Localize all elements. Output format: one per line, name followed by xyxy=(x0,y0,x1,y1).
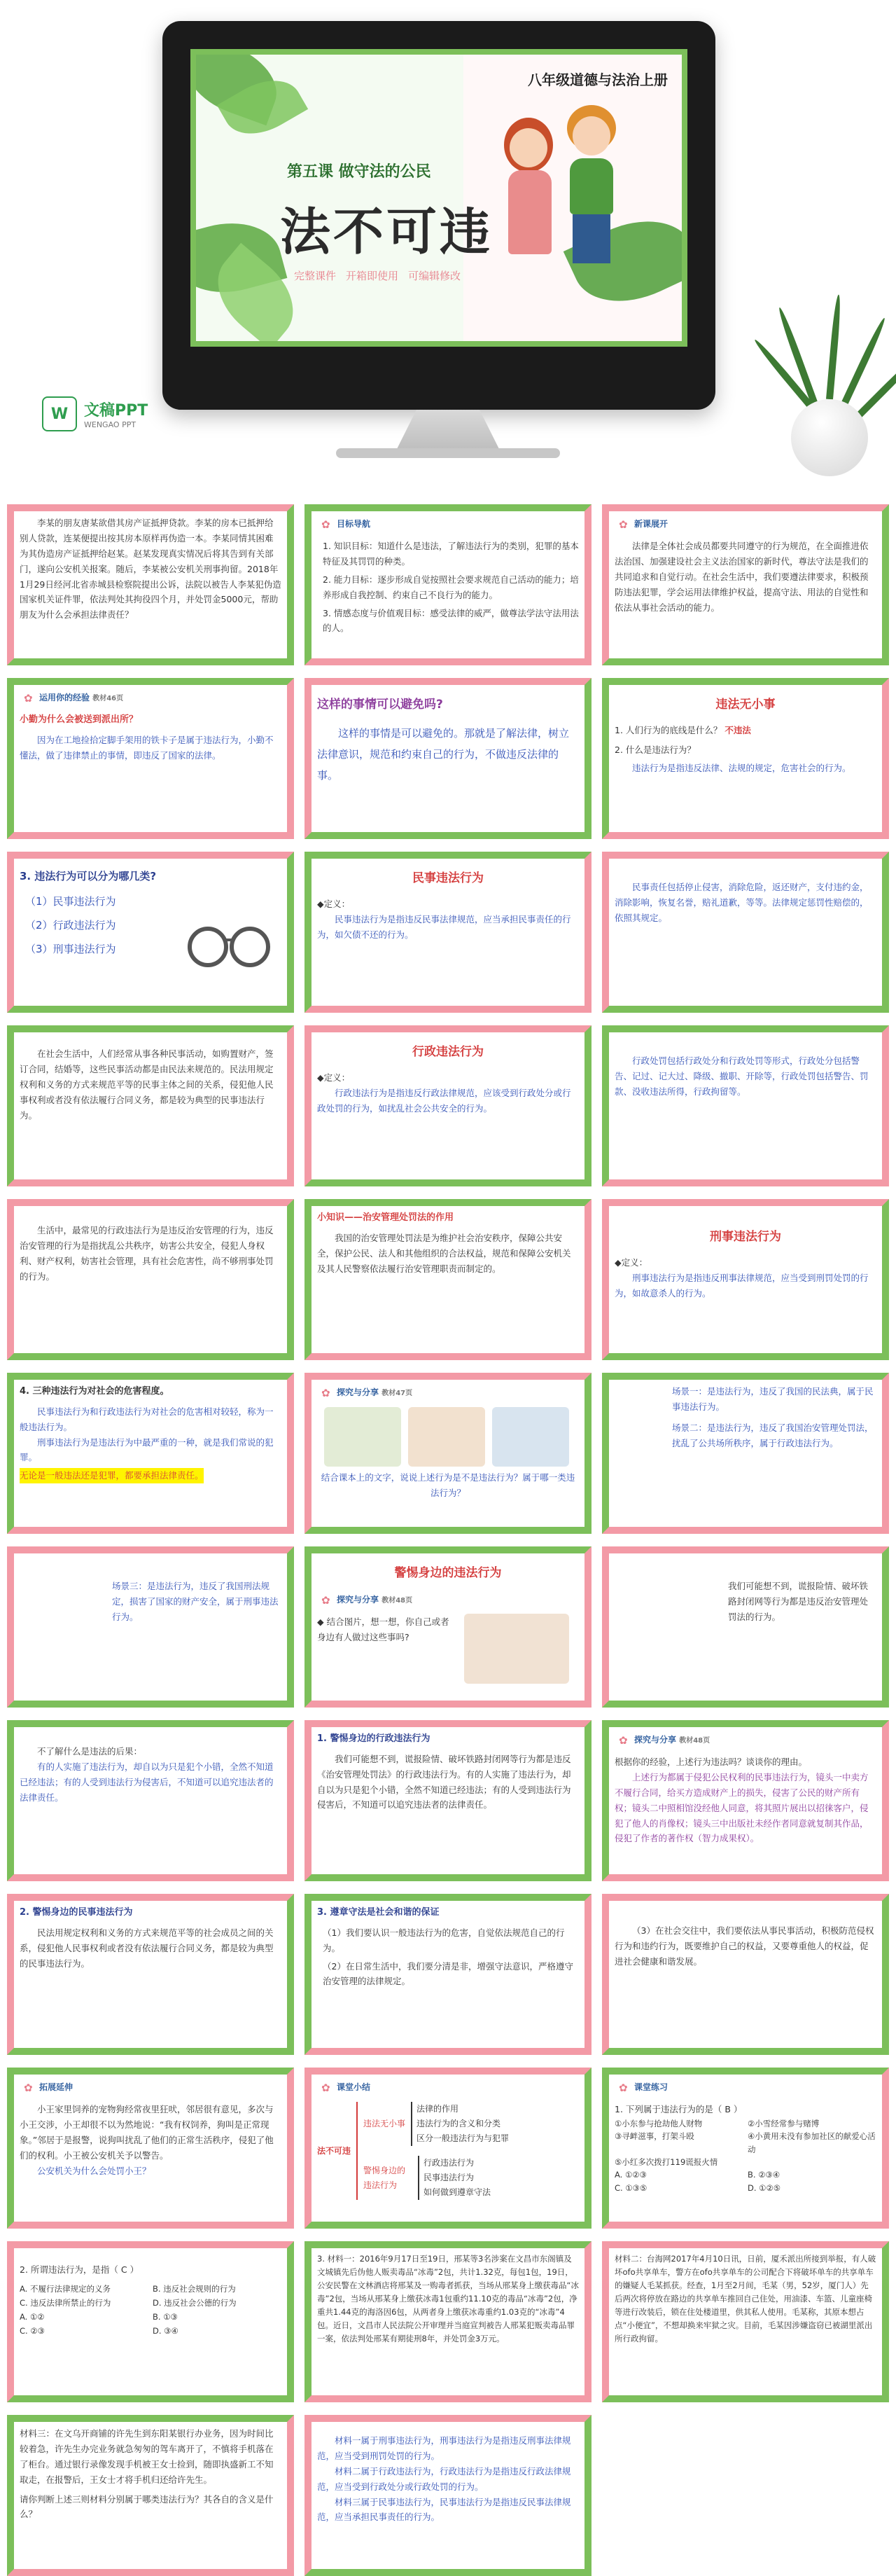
slide-20 xyxy=(304,1546,592,1708)
option-item: ①小东参与抢劫他人财物 xyxy=(615,2118,703,2128)
mindmap-leaf: 法律的作用 xyxy=(416,2104,459,2114)
option-item: B. 违反社会规则的行为 xyxy=(153,2283,236,2294)
choice-item: A. ①②③ xyxy=(615,2170,647,2180)
slide-heading: 2. 警惕身边的民事违法行为 xyxy=(20,1907,133,1918)
slide-1 xyxy=(7,504,294,665)
slide-34 xyxy=(7,2415,294,2576)
slide-27 xyxy=(602,1894,889,2055)
slide-text: 民法用规定权利和义务的方式来规范平等的社会成员之间的关系，侵犯他人民事权利或者没有依法履行合同义务，都是较为典型的民事违法行为。 xyxy=(20,1927,274,1969)
slide-question: 1. 人们行为的底线是什么？ xyxy=(615,724,722,735)
slide-29 xyxy=(304,2068,592,2229)
slide-text: 材料二属于行政违法行为，行政违法行为是指违反行政法律规范，应当受到行政处分或行政处罚的行为。 xyxy=(317,2465,571,2492)
slide-text: 小王家里饲养的宠物狗经常夜里狂吠，邻居很有意见，多次与小王交涉，小王却很不以为然地说：“我有权饲养，狗叫是正常现象。”邻居于是报警，说狗叫扰乱了他们的正常生活秩序，侵犯了他们的权利。小王被公安机关予以警告。 xyxy=(20,2104,274,2161)
slide-question: 4. 三种违法行为对社会的危害程度。 xyxy=(20,1386,169,1397)
slide-4 xyxy=(7,678,294,839)
slide-text: 行政违法行为是指违反行政法律规范，应该受到行政处分或行政处罚的行为，如扰乱社会公共安全的行为。 xyxy=(317,1087,571,1114)
choice-item: B. ②③④ xyxy=(748,2170,780,2180)
handcuffs-icon xyxy=(183,912,274,975)
slide-heading: 3. 遵章守法是社会和谐的保证 xyxy=(317,1907,440,1918)
slide-17 xyxy=(304,1373,592,1534)
option-item: C. 违反法律所禁止的行为 xyxy=(20,2298,111,2308)
scene-image xyxy=(464,1614,569,1684)
hero-section xyxy=(0,0,896,490)
mindmap-leaf: 区分一般违法行为与犯罪 xyxy=(416,2133,510,2143)
slide-label: ◆定义： xyxy=(317,1072,351,1083)
slide-26 xyxy=(304,1894,592,2055)
slide-text: 材料三属于民事违法行为，民事违法行为是指违反民事法律规范，应当承担民事责任的行为。 xyxy=(317,2496,571,2523)
slide-12 xyxy=(602,1025,889,1186)
summary-mindmap xyxy=(317,2102,579,2200)
cover-tags xyxy=(294,268,461,283)
mindmap-branch: 警惕身边的违法行为 xyxy=(363,2165,406,2190)
slide-text: 民事违法行为是指违反民事法律规范，应当承担民事责任的行为，如欠债不还的行为。 xyxy=(317,913,571,940)
choice-item: A. ①② xyxy=(20,2312,45,2322)
slide-19 xyxy=(7,1546,294,1708)
cover-tag: 开箱即使用 xyxy=(346,270,399,282)
slide-text: 不了解什么是违法的后果： xyxy=(37,1746,143,1757)
slide-24 xyxy=(602,1720,889,1881)
slide-text: 民事违法行为和行政违法行为对社会的危害相对较轻，称为一般违法行为。 xyxy=(20,1406,274,1432)
slide-label: ◆定义： xyxy=(615,1256,648,1268)
cover-slide xyxy=(190,49,687,347)
slide-32 xyxy=(304,2241,592,2402)
list-item: （3）刑事违法行为 xyxy=(25,943,116,956)
slide-33 xyxy=(602,2241,889,2402)
choice-item: D. ③④ xyxy=(153,2326,178,2336)
slide-text: 生活中，最常见的行政违法行为是违反治安管理的行为，违反治安管理的行为是指扰乱公共秩序，妨害公共安全，侵犯人身权利、财产权利，妨害社会管理，具有社会危害性，尚不够刑事处罚的行为。 xyxy=(20,1225,274,1282)
scene-image xyxy=(408,1407,485,1467)
slide-text: 上述行为都属于侵犯公民权利的民事违法行为，镜头一中卖方不履行合同，给买方造成财产上的损失，侵害了公民的财产所有权；镜头二中照相馆没经他人同意，将其照片展出以招徕客户，侵犯了他人的肖像权；镜头三中出版社未经作者同意就复制其作品，侵犯了作者的著作权（智力成果权）。 xyxy=(615,1771,869,1844)
slide-badge: ✿ 课堂练习 xyxy=(615,2079,675,2096)
slide-text: 有的人实施了违法行为，却自以为只是犯个小错，全然不知道已经违法；有的人受到违法行为侵害后，不知道可以追究违法者的法律责任。 xyxy=(20,1761,274,1803)
slide-badge: ✿ 课堂小结 xyxy=(317,2079,377,2096)
scene-image xyxy=(324,1407,401,1467)
brand-icon: W xyxy=(42,396,77,431)
list-item: （1）民事违法行为 xyxy=(25,895,116,908)
choice-item: C. ①③⑤ xyxy=(615,2182,648,2193)
mindmap-branch: 违法无小事 xyxy=(363,2119,406,2128)
slide-heading: 行政违法行为 xyxy=(412,1045,484,1059)
choice-item: C. ②③ xyxy=(20,2326,45,2336)
slide-badge: ✿ 探究与分享 教材48页 xyxy=(317,1591,419,1609)
option-item: ⑤小红多次拨打119谎报火情 xyxy=(615,2157,718,2168)
scene-image xyxy=(492,1407,569,1467)
slide-question: 2. 什么是违法行为？ xyxy=(615,744,696,755)
option-item: A. 不履行法律规定的义务 xyxy=(20,2283,111,2294)
slide-text: 我们可能想不到，谎报险情、破坏铁路封闭网等行为都是违反治安管理处罚法的行为。 xyxy=(728,1581,869,1622)
slide-7 xyxy=(7,852,294,1013)
slide-14 xyxy=(304,1199,592,1360)
cover-tag: 可编辑修改 xyxy=(408,270,461,282)
mindmap-leaf: 如何做到遵章守法 xyxy=(424,2187,491,2197)
scene-illustrations xyxy=(317,1407,579,1470)
slide-6 xyxy=(602,678,889,839)
option-item: ②小雪经常参与赌博 xyxy=(748,2118,820,2128)
monitor-mockup xyxy=(162,21,715,410)
slide-text: 结合课本上的文字，说说上述行为是不是违法行为？属于哪一类违法行为？ xyxy=(321,1472,575,1498)
slide-heading: 1. 警惕身边的行政违法行为 xyxy=(317,1733,430,1744)
list-item: （2）行政违法行为 xyxy=(25,919,116,932)
slide-label: ◆定义： xyxy=(317,898,351,909)
slide-11 xyxy=(304,1025,592,1186)
cover-tag: 完整课件 xyxy=(294,270,337,282)
list-item: 2. 能力目标：逐步形成自觉按照社会要求规范自己活动的能力；培养形成自我控制、约束自己不良行为的能力。 xyxy=(323,574,579,600)
slide-5 xyxy=(304,678,592,839)
slide-23 xyxy=(304,1720,592,1881)
slide-25 xyxy=(7,1894,294,2055)
brand-name: 文稿PPT xyxy=(84,402,148,420)
slide-text: 材料二：台海网2017年4月10日讯，日前，厦禾派出所接到举报，有人破坏ofo共享单车，警方在ofo共享单车的公司配合下将破坏单车的共享单车的嫌疑人毛某抓获。经查，1月至2月间，毛某（男，52岁，厦门人）先后两次将停放在路边的共享单车推回自己住处，用油漆、车篮、儿童座椅等进行改装后，锁在住处楼道里，供其私人使用。毛某称，其原本想占点“小便宜”，不想却换来牢狱之灾。目前，毛某因涉嫌盗窃已被湖里派出所行政拘留。 xyxy=(615,2254,876,2343)
slide-badge: ✿ 目标导航 xyxy=(317,515,377,533)
slide-21 xyxy=(602,1546,889,1708)
slide-badge: ✿ 探究与分享 教材47页 xyxy=(317,1384,419,1401)
slide-text: 法律是全体社会成员都要共同遵守的行为规范，在全面推进依法治国、加强建设社会主义法治国家的新时代，尊法守法是我们的共同追求和自觉行动。在社会生活中，我们要遵法律要求，积极预防违法犯罪，学会运用法律维护权益，提高守法、用法的自觉性和依法从事社会活动的能力。 xyxy=(615,541,869,613)
slide-30 xyxy=(602,2068,889,2229)
slide-badge: ✿ 新课展开 xyxy=(615,515,675,533)
choice-item: B. ①③ xyxy=(153,2312,178,2322)
slide-text: 刑事违法行为是指违反刑事法律规范，应当受到刑罚处罚的行为，如故意杀人的行为。 xyxy=(615,1272,869,1299)
slide-heading: 小知识——治安管理处罚法的作用 xyxy=(317,1212,454,1223)
slide-text: 这样的事情是可以避免的。那就是了解法律，树立法律意识，规范和约束自己的行为，不做违反法律的事。 xyxy=(317,726,570,782)
slide-question: 1. 下列属于违法行为的是（ B ） xyxy=(615,2104,743,2114)
slide-badge: ✿ 探究与分享 教材48页 xyxy=(615,1731,717,1749)
slide-text: 材料三：在文乌开商铺的许先生到东阳某银行办业务，因为时间比较着急，许先生办完业务就急匆匆的驾车离开了，不慎将手机落在了柜台。通过银行录像发现手机被王女士捡到，随即执盛新工不知取走，在报警后，王女士才将手机归还给许先生。 xyxy=(20,2428,274,2485)
slide-8 xyxy=(304,852,592,1013)
option-item: ④小黄用未没有参加社区的献爱心活动 xyxy=(748,2131,876,2154)
slide-16 xyxy=(7,1373,294,1534)
slide-31 xyxy=(7,2241,294,2402)
slide-15 xyxy=(602,1199,889,1360)
slide-28 xyxy=(7,2068,294,2229)
slide-heading: 警惕身边的违法行为 xyxy=(394,1566,502,1580)
slide-text: 李某的朋友唐某欲借其房产证抵押贷款。李某的房本已抵押给别人贷款，连某便提出按其房本原样再伪造一本。李某同情其困难为其伪造房产证抵押给赵某。赵某发现真实情况后将其告到有关部门，遂向公安机关报案。随后，李某被公安机关刑事拘留。2018年1月29日经河北省赤城县检察院提出公诉，法院以被告人李某犯伪造国家机关证件罪，依法判处其拘役四个月，并处罚金5000元，帮助朋友为什么会承担法律责任？ xyxy=(20,518,281,621)
slide-badge: ✿ 拓展延伸 xyxy=(20,2079,80,2096)
brand-logo xyxy=(42,396,148,431)
slide-text: 材料一属于刑事违法行为，刑事违法行为是指违反刑事法律规范，应当受到刑罚处罚的行为。 xyxy=(317,2435,571,2461)
mindmap-root: 法不可违 xyxy=(317,2145,351,2156)
slide-heading: 违法无小事 xyxy=(715,698,776,712)
list-item: （1）我们要认识一般违法行为的危害，自觉依法规范自己的行为。 xyxy=(323,1927,565,1953)
slide-2 xyxy=(304,504,592,665)
slide-22 xyxy=(7,1720,294,1881)
slide-text: 场景二：是违法行为，违反了我国治安管理处罚法，扰乱了公共场所秩序，属于行政违法行为。 xyxy=(672,1422,874,1448)
list-item: 3. 情感态度与价值观目标：感受法律的威严，做尊法学法守法用法的人。 xyxy=(323,607,579,634)
list-item: （2）在日常生活中，我们要分清是非，增强守法意识，严格遵守治安管理的法律规定。 xyxy=(323,1960,573,1987)
slide-text: ◆ 结合图片，想一想，你自己或者身边有人做过这些事吗? xyxy=(317,1616,449,1642)
slide-text: 在社会生活中，人们经常从事各种民事活动，如购置财产，签订合同，结婚等，这些民事活动都是由民法来规范的。民法用规定权利和义务的方式来规范平等的民事主体之间的关系，侵犯他人民事权利或者没有依法履行合同义务，都是较为典型的民事违法行为。 xyxy=(20,1048,274,1121)
slide-question: 请你判断上述三则材料分别属于哪类违法行为？其各自的含义是什么？ xyxy=(20,2493,274,2520)
slide-13 xyxy=(7,1199,294,1360)
slide-heading: 3. 违法行为可以分为哪几类? xyxy=(20,870,157,882)
monitor-base xyxy=(336,448,560,458)
slide-35 xyxy=(304,2415,592,2576)
slide-heading: 刑事违法行为 xyxy=(710,1230,781,1244)
mindmap-leaf: 民事违法行为 xyxy=(424,2173,475,2182)
slide-question: 这样的事情可以避免吗? xyxy=(317,698,443,712)
slide-grid xyxy=(7,504,889,2576)
monitor-stand xyxy=(396,410,500,452)
option-item: ③寻衅滋事，打架斗殴 xyxy=(615,2131,694,2142)
slide-text: 刑事违法行为是违法行为中最严重的一种，就是我们常说的犯罪。 xyxy=(20,1436,274,1463)
slide-text: 行政处罚包括行政处分和行政处罚等形式，行政处分包括警告、记过、记大过、降级、撤职、开除等，行政处罚包括警告、罚款、没收违法所得，行政拘留等。 xyxy=(615,1055,869,1097)
grid-empty-cell xyxy=(602,2415,889,2576)
slide-question: 小勤为什么会被送到派出所？ xyxy=(20,714,139,725)
brand-sub: WENGAO PPT xyxy=(84,420,136,429)
slide-text: 我们可能想不到，谎报险情、破坏铁路封闭网等行为都是违反《治安管理处罚法》的行政违法行为。有的人实施了违法行为，却自以为只是犯个小错，全然不知道已经违法；有的人受到违法行为侵害后，不知道可以追究违法者的法律责任。 xyxy=(317,1753,571,1810)
highlight-text: 无论是一般违法还是犯罪，都要承担法律责任。 xyxy=(20,1468,204,1483)
slide-badge: ✿ 运用你的经验 教材46页 xyxy=(20,689,130,707)
slide-question: 公安机关为什么会处罚小王？ xyxy=(37,2165,151,2176)
slide-text: 我国的治安管理处罚法是为维护社会治安秩序，保障公共安全，保护公民、法人和其他组织的合法权益，规范和保障公安机关及其人民警察依法履行治安管理职责而制定的。 xyxy=(317,1232,571,1274)
slide-text: 场景一：是违法行为，违反了我国的民法典，属于民事违法行为。 xyxy=(672,1386,874,1412)
slide-question: 2. 所谓违法行为，是指（ C ） xyxy=(20,2264,139,2275)
choice-item: D. ①②⑤ xyxy=(748,2182,781,2193)
slide-heading: 民事违法行为 xyxy=(412,871,484,885)
slide-answer: 不违法 xyxy=(724,724,751,735)
slide-3 xyxy=(602,504,889,665)
cover-title: 法不可违 xyxy=(280,202,493,261)
slide-text: 3. 材料一：2016年9月17日至19日，邢某等3名涉案在文昌市东阁镇及文城镇先后伪他人贩卖毒品“冰毒”2包，共计1.32克，每包1包，19日，公安民警在文林酒店将邢某及一购毒者抓获，当场从邢某身上缴获毒品“冰毒”2包，当场从邢某身上缴获冰毒1包重约11.10克的毒品“冰毒”2包，净重共1.44克的海洛因6包，从两者身上缴获冰毒重约1.03克的“冰毒”4包。近日，文昌市人民法院公开审理并当庭宣判被告人邢某犯贩卖毒品罪一案，依法判处邢某有期徒刑8年，并处罚金3万元。 xyxy=(317,2254,579,2343)
mindmap-leaf: 违法行为的含义和分类 xyxy=(416,2119,501,2128)
slide-text: 民事责任包括停止侵害，消除危险，返还财产，支付违约金，消除影响，恢复名誉，赔礼道歉，等等。法律规定惩罚性赔偿的，依照其规定。 xyxy=(615,882,869,923)
grade-label: 八年级道德与法治上册 xyxy=(528,71,668,88)
option-item: D. 违反社会公德的行为 xyxy=(153,2298,237,2308)
slide-text: 场景三：是违法行为，违反了我国刑法规定，损害了国家的财产安全，属于刑事违法行为。 xyxy=(112,1581,279,1622)
slide-question: 根据你的经验，上述行为违法吗？谈谈你的理由。 xyxy=(615,1757,808,1767)
slide-text: （3）在社会交往中，我们要依法从事民事活动，积极防范侵权行为和违约行为，既要维护自己的权益，又要尊重他人的权益，促进社会健康和谐发展。 xyxy=(615,1925,874,1967)
slide-text: 因为在工地捡拾定脚手架用的铁卡子是属于违法行为，小勤不懂法，做了违律禁止的事情，即违反了国家的法律。 xyxy=(20,734,274,761)
slide-answer: 违法行为是指违反法律、法规的规定，危害社会的行为。 xyxy=(632,762,851,773)
mindmap-leaf: 行政违法行为 xyxy=(424,2158,475,2168)
slide-10 xyxy=(7,1025,294,1186)
slide-18 xyxy=(602,1373,889,1534)
list-item: 1. 知识目标：知道什么是违法，了解违法行为的类别，犯罪的基本特征及其罚罚的种类。 xyxy=(323,541,579,567)
slide-9 xyxy=(602,852,889,1013)
lesson-label: 第五课 做守法的公民 xyxy=(287,163,431,181)
